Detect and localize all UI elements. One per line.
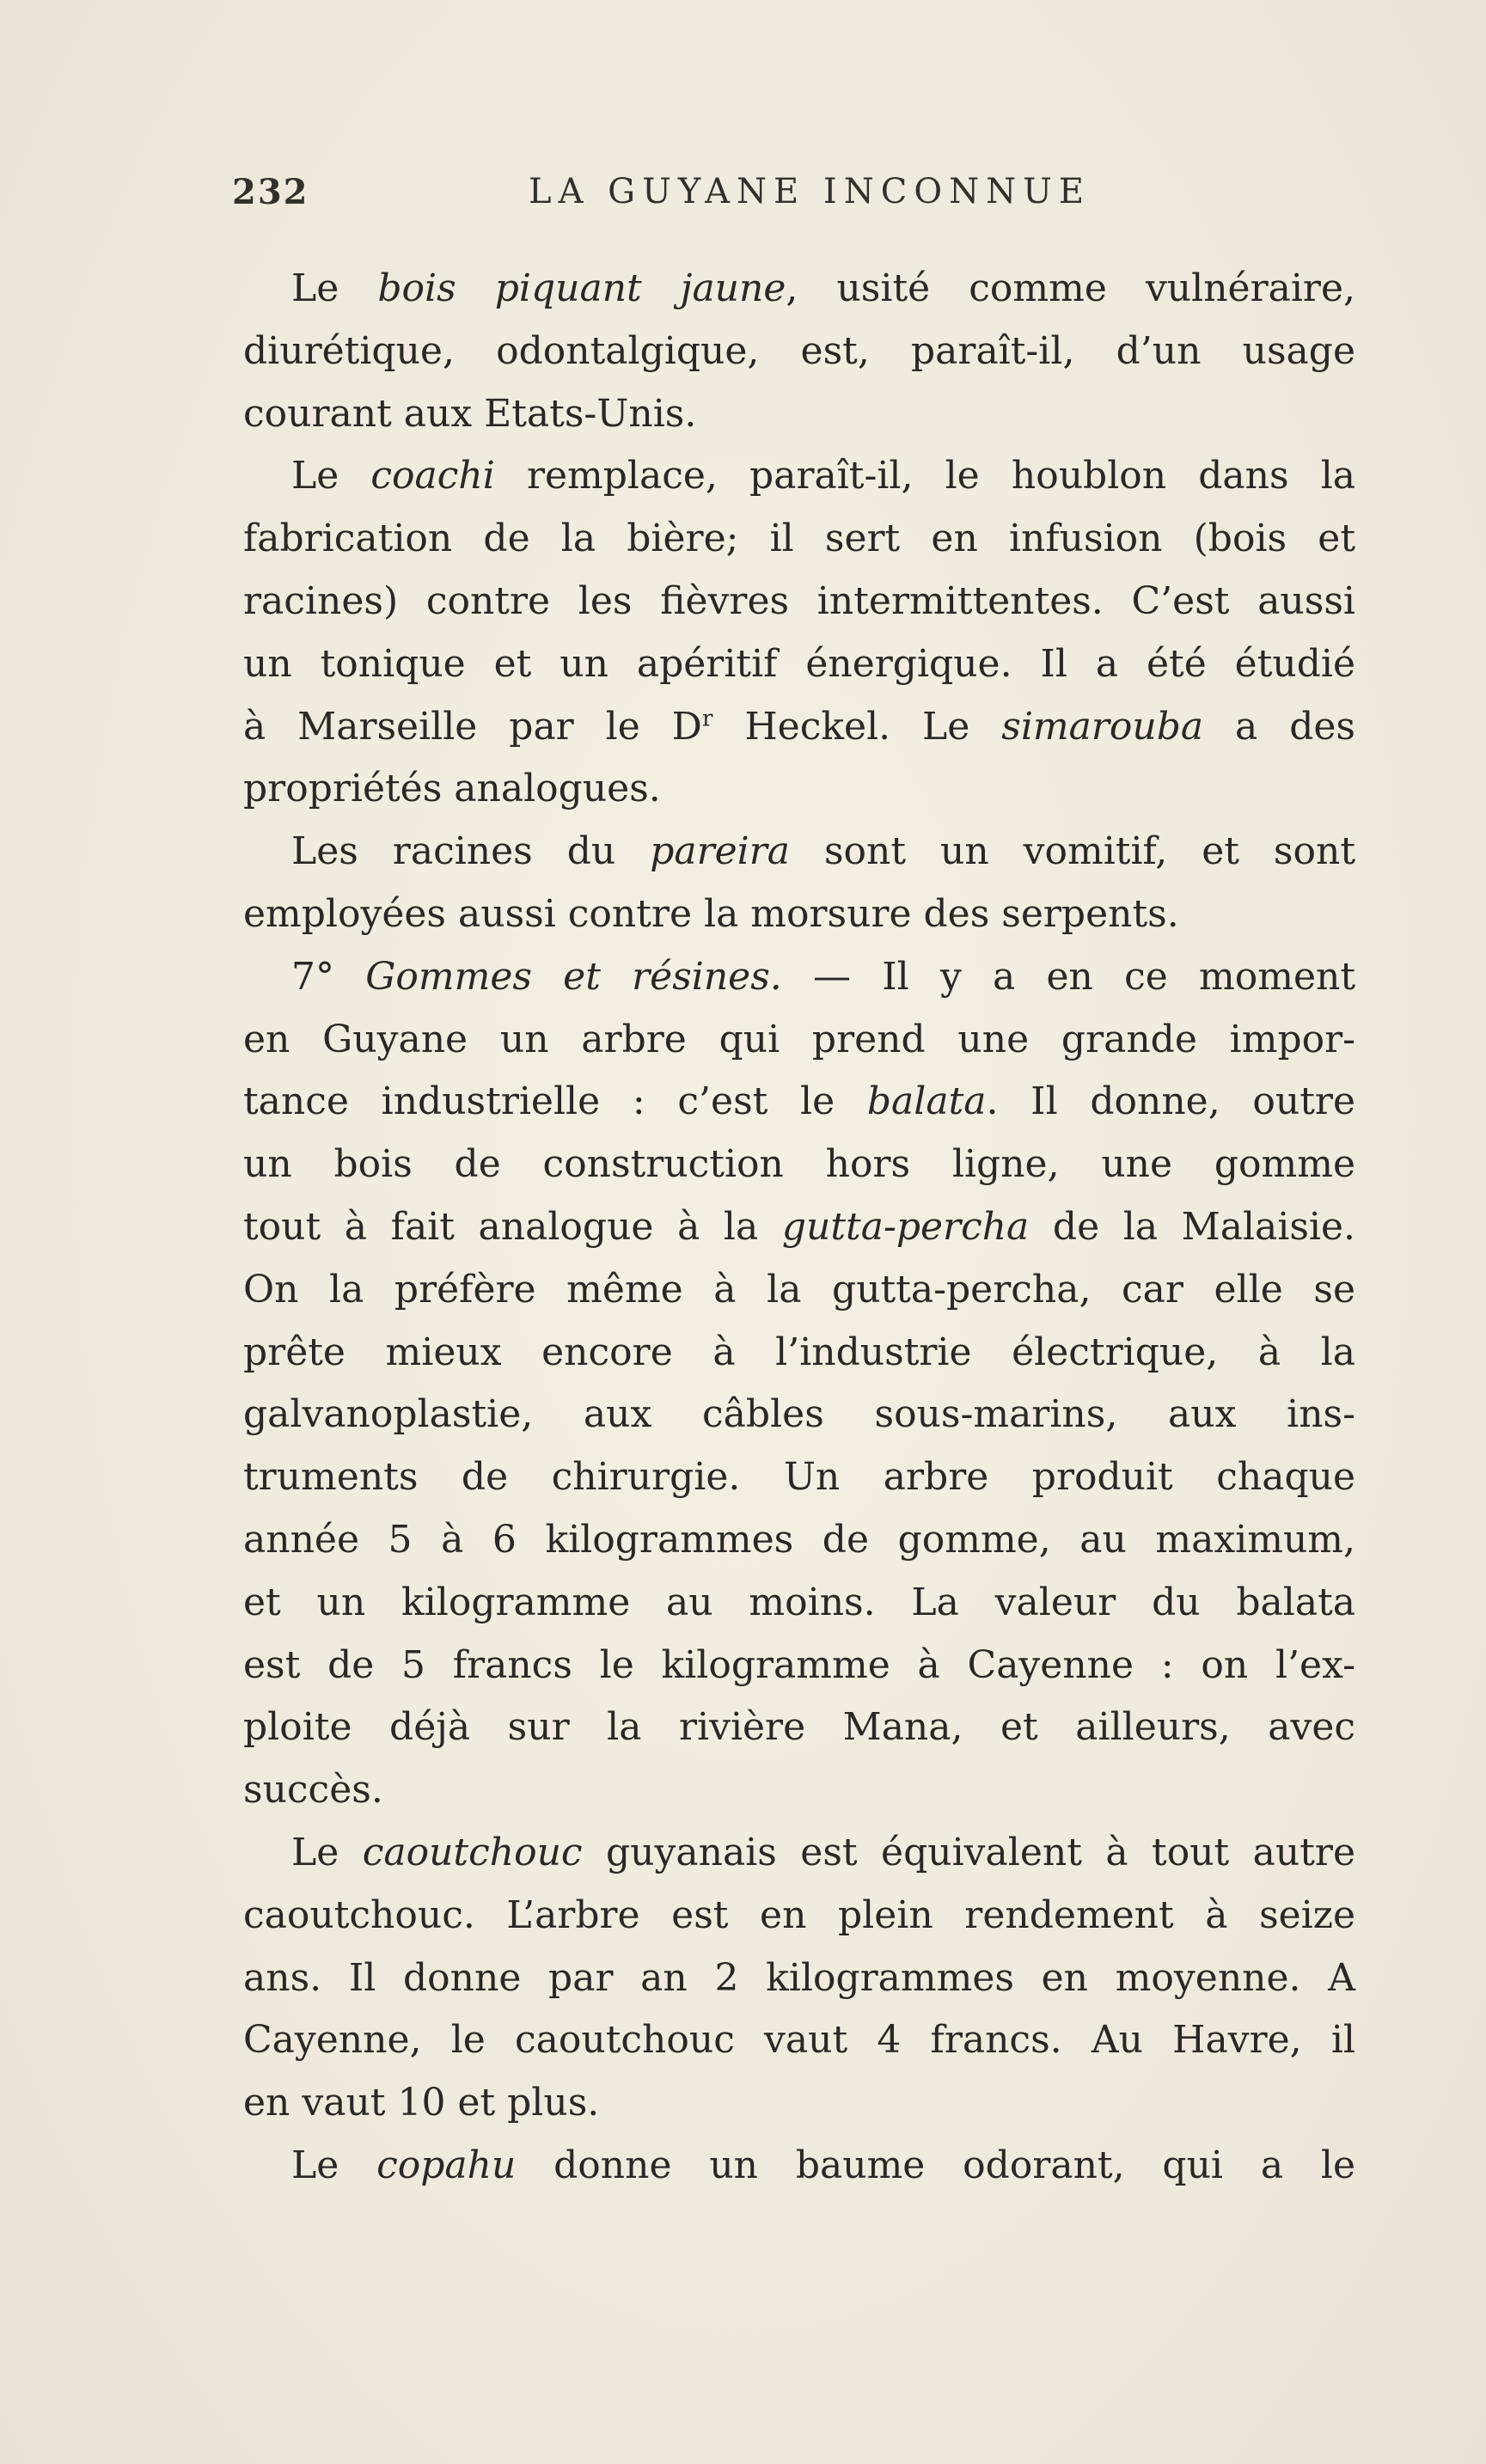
text-line bbox=[243, 571, 1355, 633]
text-segment: un bois de construction hors ligne, une gomme bbox=[243, 1142, 1355, 1187]
text-segment: est de 5 francs le kilogramme à Cayenne : on l’ex- bbox=[243, 1642, 1355, 1687]
text-line bbox=[243, 445, 1355, 508]
running-title: LA GUYANE INCONNUE bbox=[529, 172, 1092, 211]
text-line bbox=[243, 758, 1355, 821]
text-segment: — Il y a en ce moment bbox=[781, 954, 1356, 999]
text-segment: 7° bbox=[291, 954, 366, 999]
text-line bbox=[243, 946, 1355, 1009]
text-segment: remplace, paraît-il, le houblon dans la bbox=[494, 454, 1355, 498]
text-segment: et un kilogramme au moins. La valeur du balata bbox=[243, 1580, 1355, 1624]
text-line bbox=[243, 1885, 1355, 1947]
italic-term: copahu bbox=[376, 2143, 517, 2187]
text-line bbox=[243, 1635, 1355, 1697]
text-line bbox=[243, 1322, 1355, 1385]
text-segment: de la Malaisie. bbox=[1029, 1204, 1356, 1249]
page-header bbox=[232, 172, 1358, 223]
page-number: 232 bbox=[232, 172, 309, 212]
italic-term: gutta-percha bbox=[781, 1204, 1030, 1249]
text-line bbox=[243, 1134, 1355, 1196]
italic-term: caoutchouc bbox=[362, 1830, 583, 1874]
text-line bbox=[243, 821, 1355, 883]
text-line bbox=[243, 508, 1355, 571]
text-line bbox=[243, 1697, 1355, 1759]
text-line bbox=[243, 2009, 1355, 2072]
text-segment: à Marseille par le D bbox=[243, 704, 702, 749]
text-segment: en Guyane un arbre qui prend une grande impor- bbox=[243, 1017, 1355, 1061]
text-line bbox=[243, 1384, 1355, 1446]
text-line bbox=[243, 1446, 1355, 1509]
text-segment: Le bbox=[291, 1830, 363, 1874]
text-segment: en vaut 10 et plus. bbox=[243, 2081, 600, 2125]
text-line bbox=[243, 383, 1355, 446]
text-line bbox=[243, 1071, 1355, 1134]
text-segment: propriétés analogues. bbox=[243, 767, 661, 811]
text-segment: Les racines du bbox=[291, 829, 651, 874]
text-line bbox=[243, 633, 1355, 696]
text-segment: galvanoplastie, aux câbles sous-marins, aux ins- bbox=[243, 1392, 1355, 1437]
text-segment: guyanais est équivalent à tout autre bbox=[582, 1830, 1355, 1874]
text-segment: diurétique, odontalgique, est, paraît-il, d’un usage bbox=[243, 328, 1355, 373]
text-line bbox=[243, 1196, 1355, 1259]
text-segment: Le bbox=[291, 2143, 377, 2187]
text-segment: On la préfère même à la gutta-percha, car elle se bbox=[243, 1267, 1355, 1311]
text-line bbox=[243, 1259, 1355, 1322]
italic-term: balata bbox=[866, 1079, 987, 1124]
text-segment: fabrication de la bière; il sert en infusion (bois et bbox=[243, 517, 1355, 561]
text-segment: tout à fait analogue à la bbox=[243, 1204, 782, 1249]
text-segment: employées aussi contre la morsure des serpents. bbox=[243, 891, 1179, 936]
text-segment: ploite déjà sur la rivière Mana, et ailleurs, avec bbox=[243, 1705, 1355, 1750]
italic-term: bois piquant jaune bbox=[377, 266, 786, 310]
italic-term: coachi bbox=[370, 454, 495, 498]
text-line bbox=[243, 1822, 1355, 1885]
text-line bbox=[243, 1572, 1355, 1635]
text-line bbox=[243, 258, 1355, 321]
text-segment: Le bbox=[291, 266, 378, 310]
text-segment: sont un vomitif, et sont bbox=[790, 829, 1355, 874]
text-segment: un tonique et un apéritif énergique. Il a été étudié bbox=[243, 641, 1355, 686]
italic-term: Gommes et résines. bbox=[365, 954, 782, 999]
text-segment: . Il donne, outre bbox=[986, 1079, 1355, 1124]
text-segment: truments de chirurgie. Un arbre produit chaque bbox=[243, 1455, 1355, 1500]
text-line bbox=[243, 883, 1355, 946]
text-segment: racines) contre les fièvres intermittentes. C’est aussi bbox=[243, 578, 1355, 623]
italic-term: pareira bbox=[650, 829, 790, 874]
text-segment: courant aux Etats-Unis. bbox=[243, 391, 697, 436]
text-segment: succès. bbox=[243, 1768, 383, 1813]
text-segment: Le bbox=[291, 454, 371, 498]
body-text bbox=[243, 258, 1355, 2198]
text-line bbox=[243, 2135, 1355, 2198]
text-segment: caoutchouc. L’arbre est en plein rendement à seize bbox=[243, 1892, 1355, 1937]
text-segment: prête mieux encore à l’industrie électrique, à la bbox=[243, 1330, 1355, 1374]
superscript: r bbox=[701, 705, 713, 731]
text-segment: année 5 à 6 kilogrammes de gomme, au maximum, bbox=[243, 1517, 1355, 1562]
text-segment: Cayenne, le caoutchouc vaut 4 francs. Au Havre, il bbox=[243, 2018, 1355, 2063]
text-segment: a des bbox=[1203, 704, 1355, 749]
text-segment: , usité comme vulnéraire, bbox=[786, 266, 1355, 310]
text-line bbox=[243, 1947, 1355, 2010]
text-segment: Heckel. Le bbox=[712, 704, 1002, 749]
text-segment: donne un baume odorant, qui a le bbox=[516, 2143, 1355, 2187]
text-line bbox=[243, 1009, 1355, 1072]
italic-term: simarouba bbox=[1001, 704, 1204, 749]
text-segment: ans. Il donne par an 2 kilogrammes en moyenne. A bbox=[243, 1955, 1355, 2000]
text-line bbox=[243, 1759, 1355, 1822]
text-line bbox=[243, 1509, 1355, 1572]
text-segment: tance industrielle : c’est le bbox=[243, 1079, 867, 1124]
text-line bbox=[243, 321, 1355, 383]
text-line bbox=[243, 2072, 1355, 2135]
text-line bbox=[243, 696, 1355, 759]
